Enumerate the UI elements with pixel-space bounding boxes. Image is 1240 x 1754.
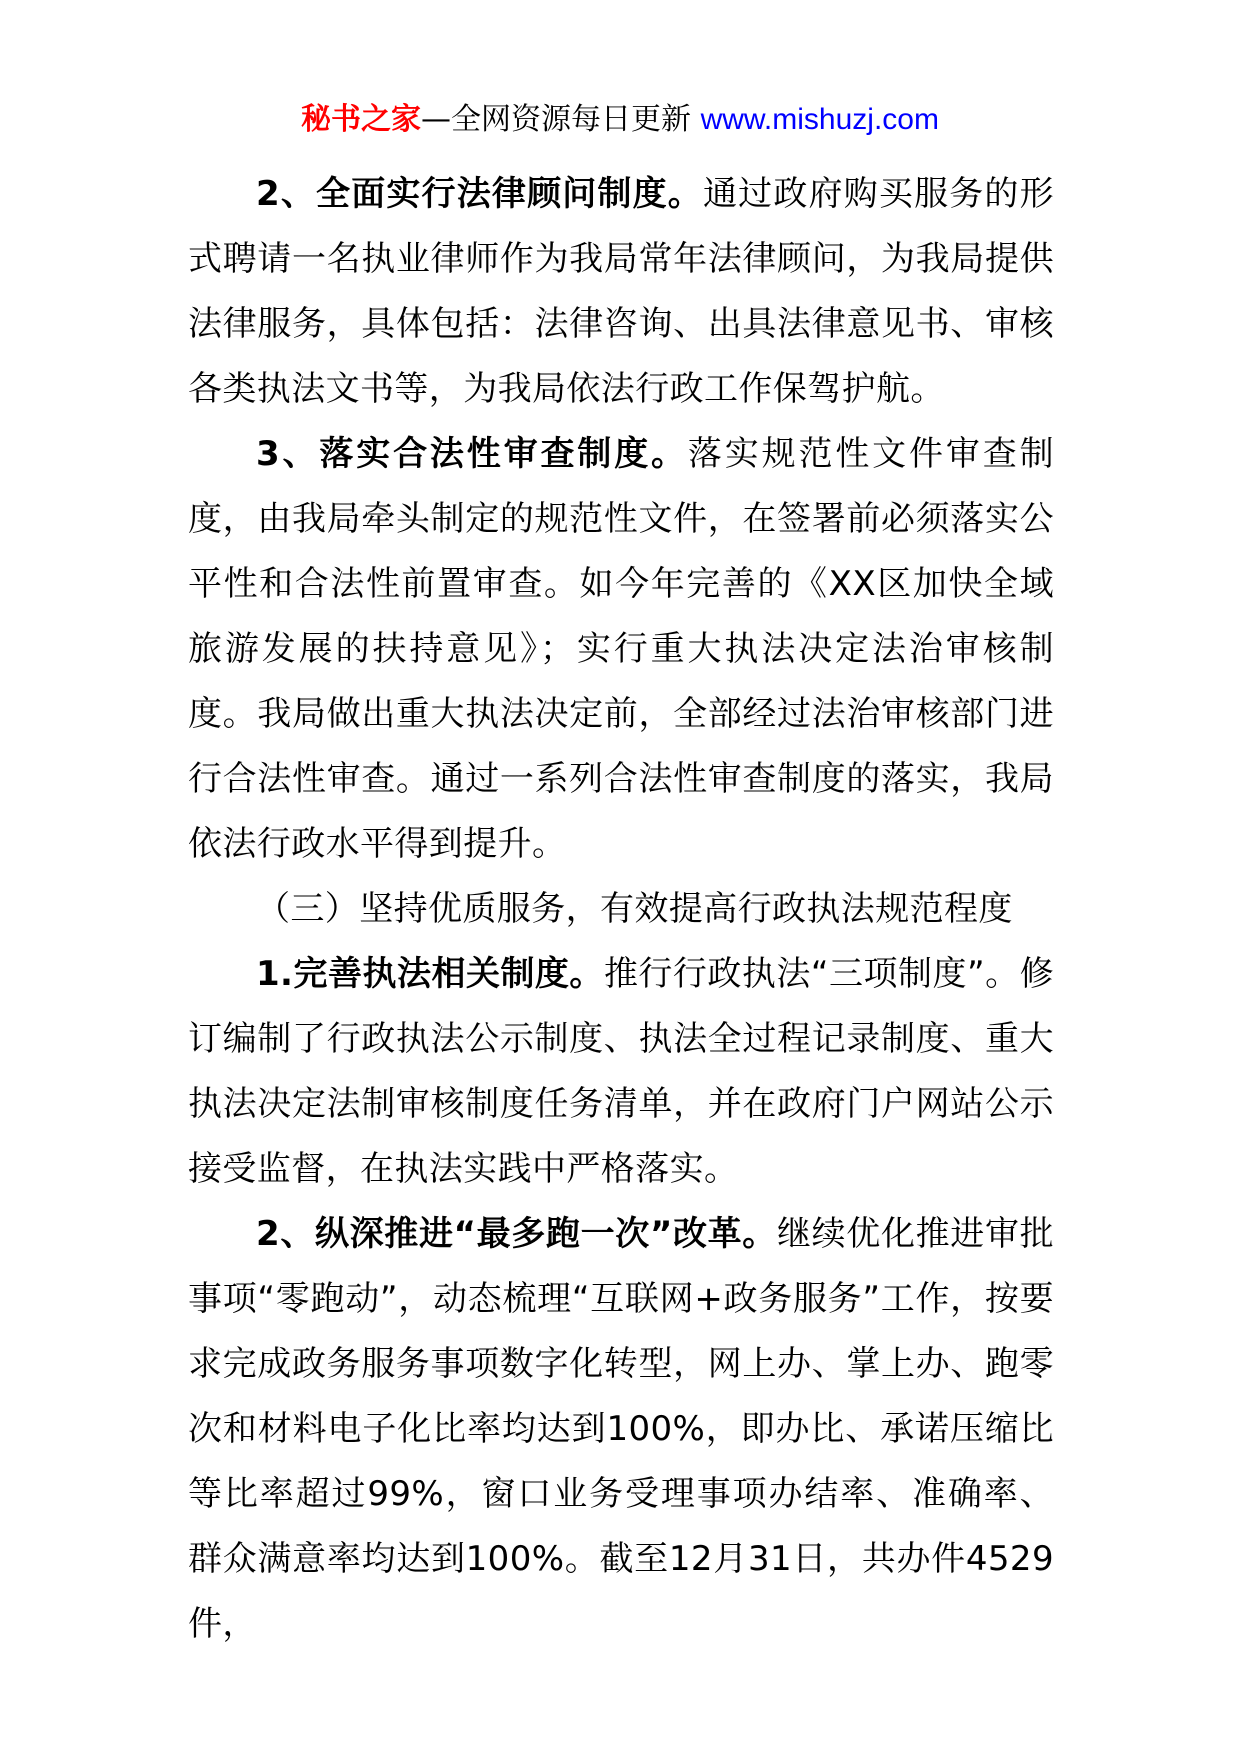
header-tagline: —全网资源每日更新 <box>421 102 701 137</box>
paragraph-reform <box>188 1202 1054 1657</box>
paragraph-text: 落实规范性文件审查制度，由我局牵头制定的规范性文件，在签署前必须落实公平性和合法性前置审查。如今年完善的《XX区加快全域旅游发展的扶持意见》；实行重大执法决定法治审核制度。我局做出重大执法决定前，全部经过法治审核部门进行合法性审查。通过一系列合法性审查制度的落实，我局依法行政水平得到提升。 <box>188 434 1054 864</box>
site-header <box>0 100 1240 140</box>
section-heading: （三）坚持优质服务，有效提高行政执法规范程度 <box>256 889 1013 929</box>
paragraph-text: 通过政府购买服务的形式聘请一名执业律师作为我局常年法律顾问，为我局提供法律服务，具体包括：法律咨询、出具法律意见书、审核各类执法文书等，为我局依法行政工作保驾护航。 <box>188 174 1055 409</box>
paragraph-legality-review <box>188 422 1054 877</box>
document-body <box>188 162 1054 1657</box>
paragraph-enforcement-rules <box>188 942 1054 1202</box>
site-url-link[interactable]: www.mishuzj.com <box>700 103 939 136</box>
paragraph-legal-advisor <box>188 162 1054 422</box>
brand-name: 秘书之家 <box>301 102 422 137</box>
paragraph-lead: 3、落实合法性审查制度。 <box>256 434 688 474</box>
paragraph-text: 继续优化推进审批事项“零跑动”，动态梳理“互联网+政务服务”工作，按要求完成政务服务事项数字化转型，网上办、掌上办、跑零次和材料电子化比率均达到100%，即办比、承诺压缩比等比率超过99%，窗口业务受理事项办结率、准确率、群众满意率均达到100%。截至12月31日，共办件4529件， <box>188 1214 1055 1644</box>
paragraph-lead: 2、纵深推进“最多跑一次”改革。 <box>256 1214 777 1254</box>
paragraph-lead: 1.完善执法相关制度。 <box>256 954 604 994</box>
paragraph-text: 推行行政执法“三项制度”。修订编制了行政执法公示制度、执法全过程记录制度、重大执法决定法制审核制度任务清单，并在政府门户网站公示接受监督，在执法实践中严格落实。 <box>188 954 1055 1189</box>
paragraph-lead: 2、全面实行法律顾问制度。 <box>256 174 703 214</box>
